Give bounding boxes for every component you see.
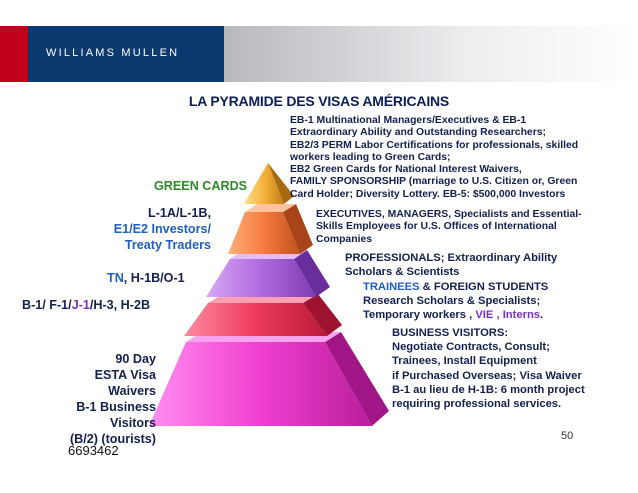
tier-1-description — [290, 115, 578, 201]
tier-1-desc-line: FAMILY SPONSORSHIP (marriage to U.S. Citizen or, Green — [290, 176, 578, 188]
tier-4-desc-line-1 — [363, 280, 548, 294]
tier-4-description — [363, 280, 548, 323]
pyramid-tier-5 — [149, 332, 389, 426]
tier-5-desc-line: BUSINESS VISITORS: — [392, 327, 509, 339]
pyramid-tier-2 — [228, 204, 313, 254]
tier-5-label-line-3: Waivers — [108, 384, 156, 398]
vie-interns-text: VIE , Interns — [475, 309, 540, 322]
tier-3-desc-line: Scholars & Scientists — [345, 266, 460, 279]
tier-1-desc-line: EB2 Green Cards for National Interest Waivers, — [290, 164, 522, 176]
tier-4-desc-line-3 — [363, 308, 548, 322]
brand-logo: WILLIAMS MULLEN — [46, 47, 180, 59]
tier-2-label-line-3: Treaty Traders — [124, 238, 211, 252]
tier-4-label-b: /H-3, H-2B — [89, 298, 151, 312]
tier-5-desc-line: Negotiate Contracts, Consult; — [392, 341, 550, 354]
reference-number: 6693462 — [68, 443, 119, 458]
tier-3-description — [345, 251, 557, 279]
tier-5-desc-line: if Purchased Overseas; Visa Waiver — [392, 369, 582, 382]
tier-2-description — [316, 209, 582, 246]
tier-2-desc-line: Skills Employees for U.S. Offices of International — [316, 221, 557, 233]
tier-5-desc-line: B-1 au lieu de H-1B: 6 month project — [392, 383, 585, 396]
tier-1-desc-line: EB-1 Multinational Managers/Executives & EB-1 — [290, 115, 527, 126]
tier-4-label — [22, 297, 150, 313]
tier-3-desc-line: PROFESSIONALS; Extraordinary Ability — [345, 252, 558, 264]
page-number: 50 — [561, 430, 574, 442]
trainees-text: TRAINEES — [363, 281, 420, 293]
tier-2-label — [88, 205, 211, 253]
tier-1-label: GREEN CARDS — [154, 179, 248, 193]
tier-4-desc-line-2: Research Scholars & Specialists; — [363, 295, 541, 308]
tier-4-label-a: B-1/ F-1/ — [22, 298, 72, 312]
tier-4-label-j1: J-1 — [71, 298, 90, 312]
tier-5-label-line-4: B-1 Business — [76, 400, 156, 414]
pyramid-tier-3 — [206, 250, 330, 297]
tier-5-desc-line: requiring professional services. — [392, 398, 562, 411]
tier-2-desc-line: Companies — [316, 233, 373, 245]
tier-1-desc-line: workers leading to Green Cards; — [290, 151, 451, 163]
tier-3-label-tn: TN — [107, 271, 124, 285]
foreign-students-text: & FOREIGN STUDENTS — [419, 281, 549, 293]
temporary-workers-text: Temporary workers , — [363, 309, 476, 322]
tier-5-label-line-6: (B/2) (tourists) — [69, 432, 156, 446]
tier-3-label-rest: , H-1B/O-1 — [123, 271, 185, 285]
tier-5-desc-line: Trainees, Install Equipment — [392, 355, 537, 368]
tier-5-label-line-1: 90 Day — [115, 352, 156, 366]
tier-1-desc-line: Extraordinary Ability and Outstanding Researchers; — [290, 127, 546, 139]
tier-2-label-line-1: L-1A/L-1B, — [148, 206, 211, 220]
tier-3-label — [107, 270, 185, 286]
tier-5-label-line-5: Visitors — [110, 416, 156, 430]
pyramid-tier-4 — [184, 294, 342, 336]
tier-2-desc-line: EXECUTIVES, MANAGERS, Specialists and Essential- — [316, 209, 582, 220]
pyramid-tier-1 — [244, 163, 294, 204]
tier-5-description — [392, 326, 585, 411]
tier-5-label-line-2: ESTA Visa — [94, 368, 156, 382]
tier-2-label-line-2: E1/E2 Investors/ — [113, 222, 211, 236]
period-text: . — [540, 309, 544, 322]
slide-title: LA PYRAMIDE DES VISAS AMÉRICAINS — [188, 93, 450, 109]
tier-5-label — [40, 351, 156, 447]
tier-1-desc-line: Card Holder; Diversity Lottery. EB-5: $500,000 Investors — [290, 188, 566, 200]
tier-1-desc-line: EB2/3 PERM Labor Certifications for professionals, skilled — [290, 139, 579, 151]
